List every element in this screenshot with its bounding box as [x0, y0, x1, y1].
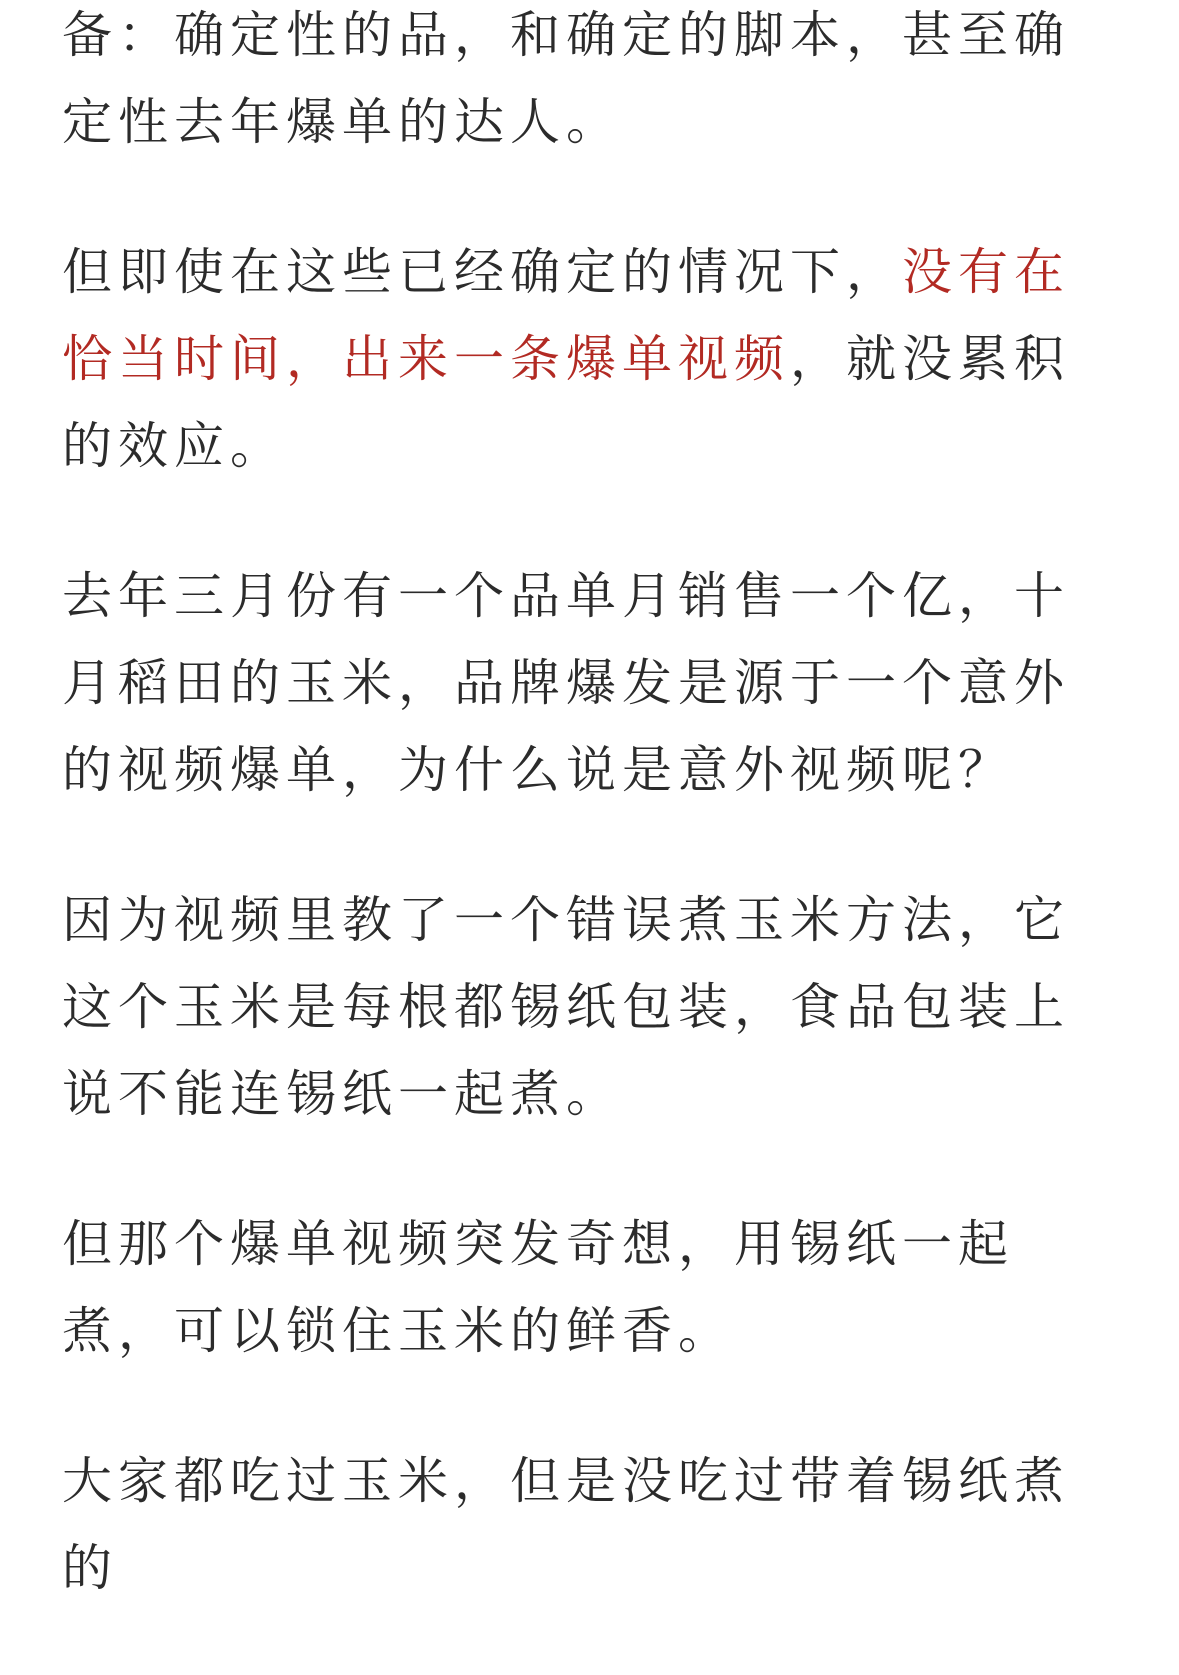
highlighted-text: 没有在恰当时间，出来一条爆单视频 [62, 243, 1070, 388]
paragraph-2-lead: 但即使在这些已经确定的情况下， [62, 243, 902, 301]
paragraph-6-partial: 大家都吃过玉米，但是没吃过带着锡纸煮的 [62, 1452, 1070, 1597]
article-body [62, 0, 1124, 1675]
paragraph-5: 但那个爆单视频突发奇想，用锡纸一起煮，可以锁住玉米的鲜香。 [62, 1215, 1014, 1360]
paragraph-4: 因为视频里教了一个错误煮玉米方法，它这个玉米是每根都锡纸包装，食品包装上说不能连锡纸一起煮。 [62, 891, 1070, 1123]
paragraph-3: 去年三月份有一个品单月销售一个亿，十月稻田的玉米，品牌爆发是源于一个意外的视频爆单，为什么说是意外视频呢？ [62, 567, 1070, 799]
paragraph-2 [62, 229, 1124, 490]
paragraph-1: 备：确定性的品，和确定的脚本，甚至确定性去年爆单的达人。 [62, 6, 1070, 151]
paragraph-2-tail: ，就没累积的效应。 [62, 330, 1070, 475]
